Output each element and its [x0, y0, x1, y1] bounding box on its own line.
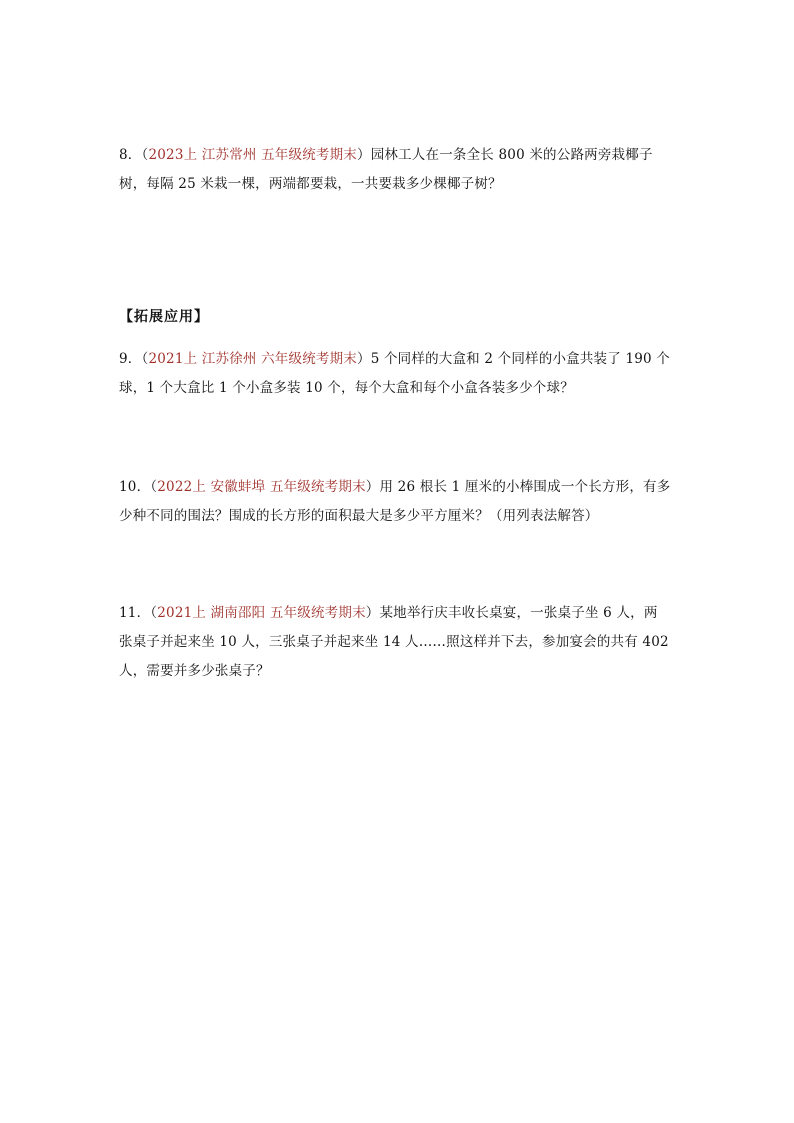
problem-source: 2022上 安徽蚌埠 五年级统考期末 [157, 479, 366, 495]
problem-8-line-1: 8．（2023上 江苏常州 五年级统考期末）园林工人在一条全长 800 米的公路两旁栽椰子 [119, 147, 653, 163]
problem-10-line-2: 少种不同的围法？围成的长方形的面积最大是多少平方厘米？（用列表法解答） [119, 508, 599, 524]
problem-text: 园林工人在一条全长 800 米的公路两旁栽椰子 [370, 147, 653, 163]
problem-10 [119, 473, 679, 531]
problem-number: 9． [119, 351, 142, 367]
problem-text: 5 个同样的大盒和 2 个同样的小盒共装了 190 个 [370, 351, 671, 367]
problem-8 [119, 141, 679, 199]
problem-source: 2023上 江苏常州 五年级统考期末 [148, 147, 357, 163]
problem-9-line-1: 9．（2021上 江苏徐州 六年级统考期末）5 个同样的大盒和 2 个同样的小盒共装了 190 个 [119, 351, 671, 367]
problem-8-line-2: 树，每隔 25 米栽一棵，两端都要栽，一共要栽多少棵椰子树？ [119, 176, 502, 192]
problem-11-line-2: 张桌子并起来坐 10 人，三张桌子并起来坐 14 人……照这样并下去，参加宴会的共有 402 [119, 634, 669, 650]
problem-text: 用 26 根长 1 厘米的小棒围成一个长方形，有多 [379, 479, 671, 495]
problem-11-line-1: 11．（2021上 湖南邵阳 五年级统考期末）某地举行庆丰收长桌宴，一张桌子坐 6 人，两 [119, 605, 658, 621]
problem-text: 某地举行庆丰收长桌宴，一张桌子坐 6 人，两 [379, 605, 658, 621]
problem-source: 2021上 湖南邵阳 五年级统考期末 [157, 605, 366, 621]
problem-9 [119, 345, 679, 403]
problem-11-line-3: 人，需要并多少张桌子？ [119, 663, 270, 679]
problem-number: 10． [119, 479, 151, 495]
section-heading: 【拓展应用】 [119, 309, 209, 325]
problem-10-line-1: 10．（2022上 安徽蚌埠 五年级统考期末）用 26 根长 1 厘米的小棒围成一个长方形，有多 [119, 479, 671, 495]
problem-11 [119, 599, 679, 686]
problem-number: 8． [119, 147, 142, 163]
problem-number: 11． [119, 605, 151, 621]
problem-source: 2021上 江苏徐州 六年级统考期末 [148, 351, 357, 367]
problem-9-line-2: 球，1 个大盒比 1 个小盒多装 10 个，每个大盒和每个小盒各装多少个球？ [119, 380, 574, 396]
